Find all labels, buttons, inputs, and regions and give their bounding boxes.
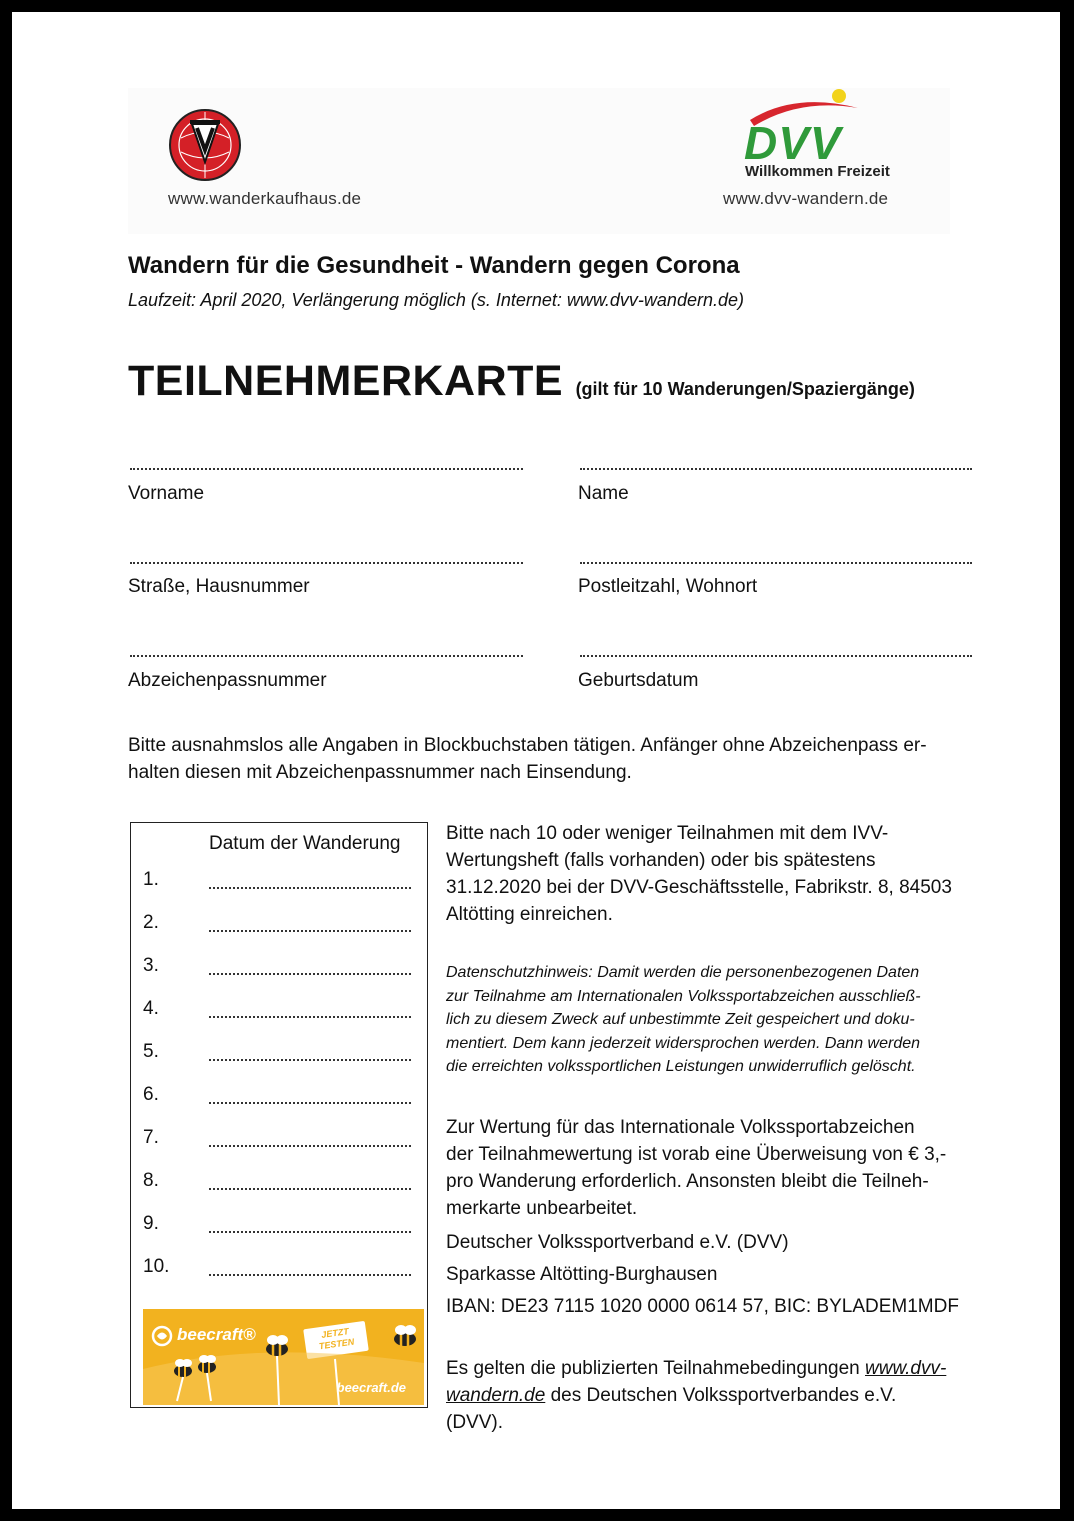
campaign-runtime: Laufzeit: April 2020, Verlängerung möglich (s. Internet: www.dvv-wandern.de) xyxy=(128,290,744,310)
terms-line-1 xyxy=(446,1355,1006,1382)
beecraft-ad[interactable] xyxy=(143,1309,424,1405)
plz-ort-line[interactable] xyxy=(580,562,972,564)
bank-name: Sparkasse Altötting-Burghausen xyxy=(446,1264,718,1285)
privacy-notice xyxy=(446,961,1006,1079)
hike-row-number: 9. xyxy=(143,1213,159,1234)
ivv-logo-icon xyxy=(168,108,242,182)
hike-row xyxy=(143,1041,423,1063)
hike-date-line[interactable] xyxy=(209,1145,411,1147)
instruction-text xyxy=(128,732,1008,786)
terms-link-part-1[interactable]: www.dvv- xyxy=(865,1358,947,1379)
hike-row-number: 1. xyxy=(143,869,159,890)
bank-details xyxy=(446,1227,1006,1323)
hike-row-number: 4. xyxy=(143,998,159,1019)
hike-date-line[interactable] xyxy=(209,1188,411,1190)
submission-line-1: Bitte nach 10 oder weniger Teilnahmen mit dem IVV- xyxy=(446,823,889,844)
card-subtitle: (gilt für 10 Wanderungen/Spaziergänge) xyxy=(575,379,915,399)
hike-row xyxy=(143,869,423,891)
privacy-line-1: Datenschutzhinweis: Damit werden die personenbezogenen Daten xyxy=(446,964,920,981)
name-label: Name xyxy=(578,483,629,504)
fee-line-2: der Teilnahmewertung ist vorab eine Überweisung von € 3,- xyxy=(446,1144,947,1165)
instruction-line-2: halten diesen mit Abzeichenpassnummer nach Einsendung. xyxy=(128,762,632,783)
flag-line-2: TESTEN xyxy=(318,1336,355,1352)
hike-row xyxy=(143,1127,423,1149)
hike-date-line[interactable] xyxy=(209,887,411,889)
flag-line-1: JETZT xyxy=(320,1326,350,1340)
hike-date-line[interactable] xyxy=(209,1016,411,1018)
hike-row xyxy=(143,1170,423,1192)
passnummer-line[interactable] xyxy=(130,655,523,657)
hike-row-number: 7. xyxy=(143,1127,159,1148)
hike-date-line[interactable] xyxy=(209,973,411,975)
strasse-label: Straße, Hausnummer xyxy=(128,576,310,597)
hike-date-line[interactable] xyxy=(209,1059,411,1061)
hike-row xyxy=(143,1213,423,1235)
vorname-label: Vorname xyxy=(128,483,205,504)
campaign-headline: Wandern für die Gesundheit - Wandern gegen Corona xyxy=(128,252,740,279)
privacy-line-4: mentiert. Dem kann jederzeit widersprochen werden. Dann werden xyxy=(446,1034,921,1052)
privacy-line-2: zur Teilnahme am Internationalen Volkssportabzeichen ausschließ- xyxy=(446,987,921,1005)
geburtsdatum-line[interactable] xyxy=(580,655,972,657)
fee-line-1: Zur Wertung für das Internationale Volkssportabzeichen xyxy=(446,1117,915,1138)
hike-row-number: 5. xyxy=(143,1041,159,1062)
terms-link-part-2[interactable]: wandern.de xyxy=(446,1385,546,1406)
hike-date-line[interactable] xyxy=(209,1102,411,1104)
hike-row xyxy=(143,955,423,977)
privacy-line-5: die erreichten volkssportlichen Leistungen unwiderruflich gelöscht. xyxy=(446,1058,916,1075)
hike-row xyxy=(143,912,423,934)
dvv-url[interactable]: www.dvv-wandern.de xyxy=(723,189,889,208)
terms-post: des Deutschen Volkssportverbandes e.V. xyxy=(545,1385,897,1406)
privacy-line-3: lich zu diesem Zweck auf unbestimmte Zeit gespeichert und doku- xyxy=(446,1011,915,1028)
submission-line-3: 31.12.2020 bei der DVV-Geschäftsstelle, Fabrikstr. 8, 84503 xyxy=(446,877,952,898)
vorname-line[interactable] xyxy=(130,468,523,470)
hike-row-number: 8. xyxy=(143,1170,159,1191)
fee-text xyxy=(446,1114,1006,1222)
terms-line-3: (DVV). xyxy=(446,1412,503,1433)
instruction-line-1: Bitte ausnahmslos alle Angaben in Blockbuchstaben tätigen. Anfänger ohne Abzeichenpass er- xyxy=(128,735,927,756)
plz-ort-label: Postleitzahl, Wohnort xyxy=(578,576,758,597)
document-page xyxy=(12,12,1060,1509)
hike-date-line[interactable] xyxy=(209,930,411,932)
hike-date-line[interactable] xyxy=(209,1274,411,1276)
passnummer-label: Abzeichenpassnummer xyxy=(128,670,327,691)
hike-row xyxy=(143,1256,423,1278)
hike-row-number: 10. xyxy=(143,1256,170,1277)
bank-holder: Deutscher Volkssportverband e.V. (DVV) xyxy=(446,1232,789,1253)
hike-row xyxy=(143,998,423,1020)
fee-line-4: merkarte unbearbeitet. xyxy=(446,1198,638,1219)
strasse-line[interactable] xyxy=(130,562,523,564)
terms-text xyxy=(446,1355,1006,1436)
dvv-slogan: Willkommen Freizeit xyxy=(745,163,890,180)
hike-row xyxy=(143,1084,423,1106)
hike-row-number: 3. xyxy=(143,955,159,976)
card-title-text: TEILNEHMERKARTE xyxy=(128,357,564,405)
geburtsdatum-label: Geburtsdatum xyxy=(578,670,699,691)
hike-row-number: 2. xyxy=(143,912,159,933)
hike-date-box xyxy=(130,822,428,1408)
hike-date-header: Datum der Wanderung xyxy=(209,833,401,854)
submission-text xyxy=(446,820,1006,928)
beecraft-url[interactable]: beecraft.de xyxy=(336,1380,406,1395)
card-title xyxy=(128,357,915,406)
ivv-url[interactable]: www.wanderkaufhaus.de xyxy=(168,189,362,208)
submission-line-4: Altötting einreichen. xyxy=(446,904,613,925)
hike-date-line[interactable] xyxy=(209,1231,411,1233)
fee-line-3: pro Wanderung erforderlich. Ansonsten bleibt die Teilneh- xyxy=(446,1171,929,1192)
beecraft-brand: beecraft® xyxy=(177,1325,256,1344)
dvv-logo-text: DVV xyxy=(744,117,842,169)
terms-line-2 xyxy=(446,1382,1006,1409)
name-line[interactable] xyxy=(580,468,972,470)
terms-pre: Es gelten die publizierten Teilnahmebedingungen xyxy=(446,1358,866,1379)
bank-iban: IBAN: DE23 7115 1020 0000 0614 57, BIC: BYLADEM1MDF xyxy=(446,1296,959,1317)
submission-line-2: Wertungsheft (falls vorhanden) oder bis spätestens xyxy=(446,850,876,871)
hike-row-number: 6. xyxy=(143,1084,159,1105)
